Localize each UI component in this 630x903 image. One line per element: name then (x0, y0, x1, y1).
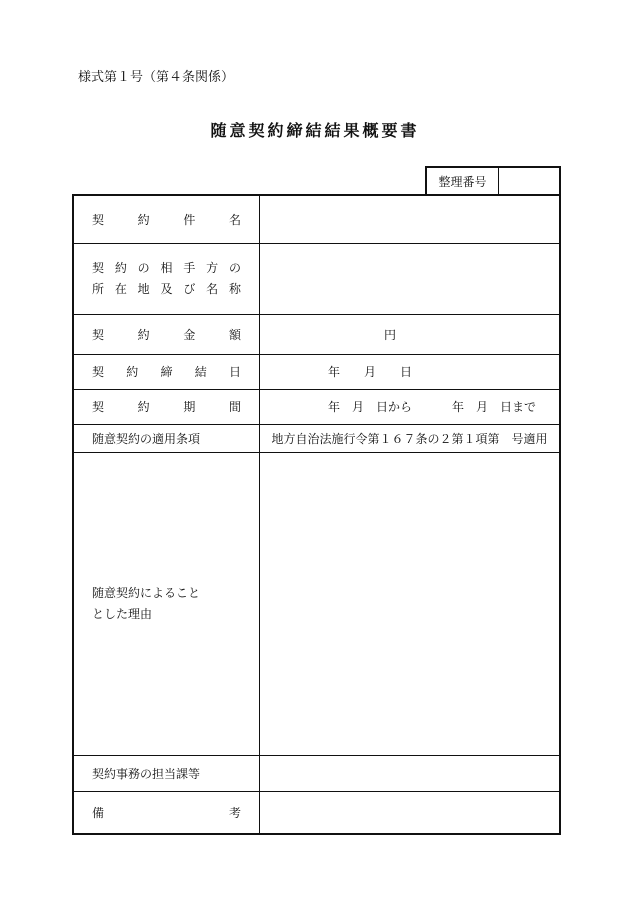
value-contract-name[interactable] (260, 195, 561, 243)
row-contract-name (73, 195, 560, 243)
reference-number-label: 整理番号 (427, 168, 499, 194)
row-remarks (73, 791, 560, 834)
value-conclusion-date[interactable]: 年 月 日 (260, 354, 561, 389)
row-reason (73, 452, 560, 755)
value-counterparty[interactable] (260, 243, 561, 314)
label-period: 契 約 期 間 (73, 389, 260, 424)
reference-number-value[interactable] (499, 168, 559, 194)
label-contract-name: 契 約 件 名 (73, 195, 260, 243)
label-amount: 契 約 金 額 (73, 314, 260, 354)
value-clause[interactable]: 地方自治法施行令第１６７条の２第１項第 号適用 (260, 424, 561, 452)
amount-unit: 円 (384, 327, 397, 342)
reference-number-box (425, 166, 561, 194)
label-conclusion-date: 契 約 締 結 日 (73, 354, 260, 389)
row-clause (73, 424, 560, 452)
value-remarks[interactable] (260, 791, 561, 834)
label-department: 契約事務の担当課等 (73, 755, 260, 791)
row-department (73, 755, 560, 791)
label-counterparty: 契 約 の 相 手 方 の 所 在 地 及 び 名 称 (73, 243, 260, 314)
value-department[interactable] (260, 755, 561, 791)
document-title: 随意契約締結結果概要書 (210, 121, 420, 140)
label-remarks: 備 考 (73, 791, 260, 834)
contract-summary-table (72, 194, 561, 835)
form-reference: 様式第１号（第４条関係） (78, 70, 235, 85)
row-amount (73, 314, 560, 354)
value-reason[interactable] (260, 452, 561, 755)
row-conclusion-date (73, 354, 560, 389)
row-period (73, 389, 560, 424)
row-counterparty (73, 243, 560, 314)
label-clause: 随意契約の適用条項 (73, 424, 260, 452)
label-reason: 随意契約によること とした理由 (73, 452, 260, 755)
value-period[interactable]: 年 月 日から 年 月 日まで (260, 389, 561, 424)
value-amount[interactable] (260, 314, 561, 354)
